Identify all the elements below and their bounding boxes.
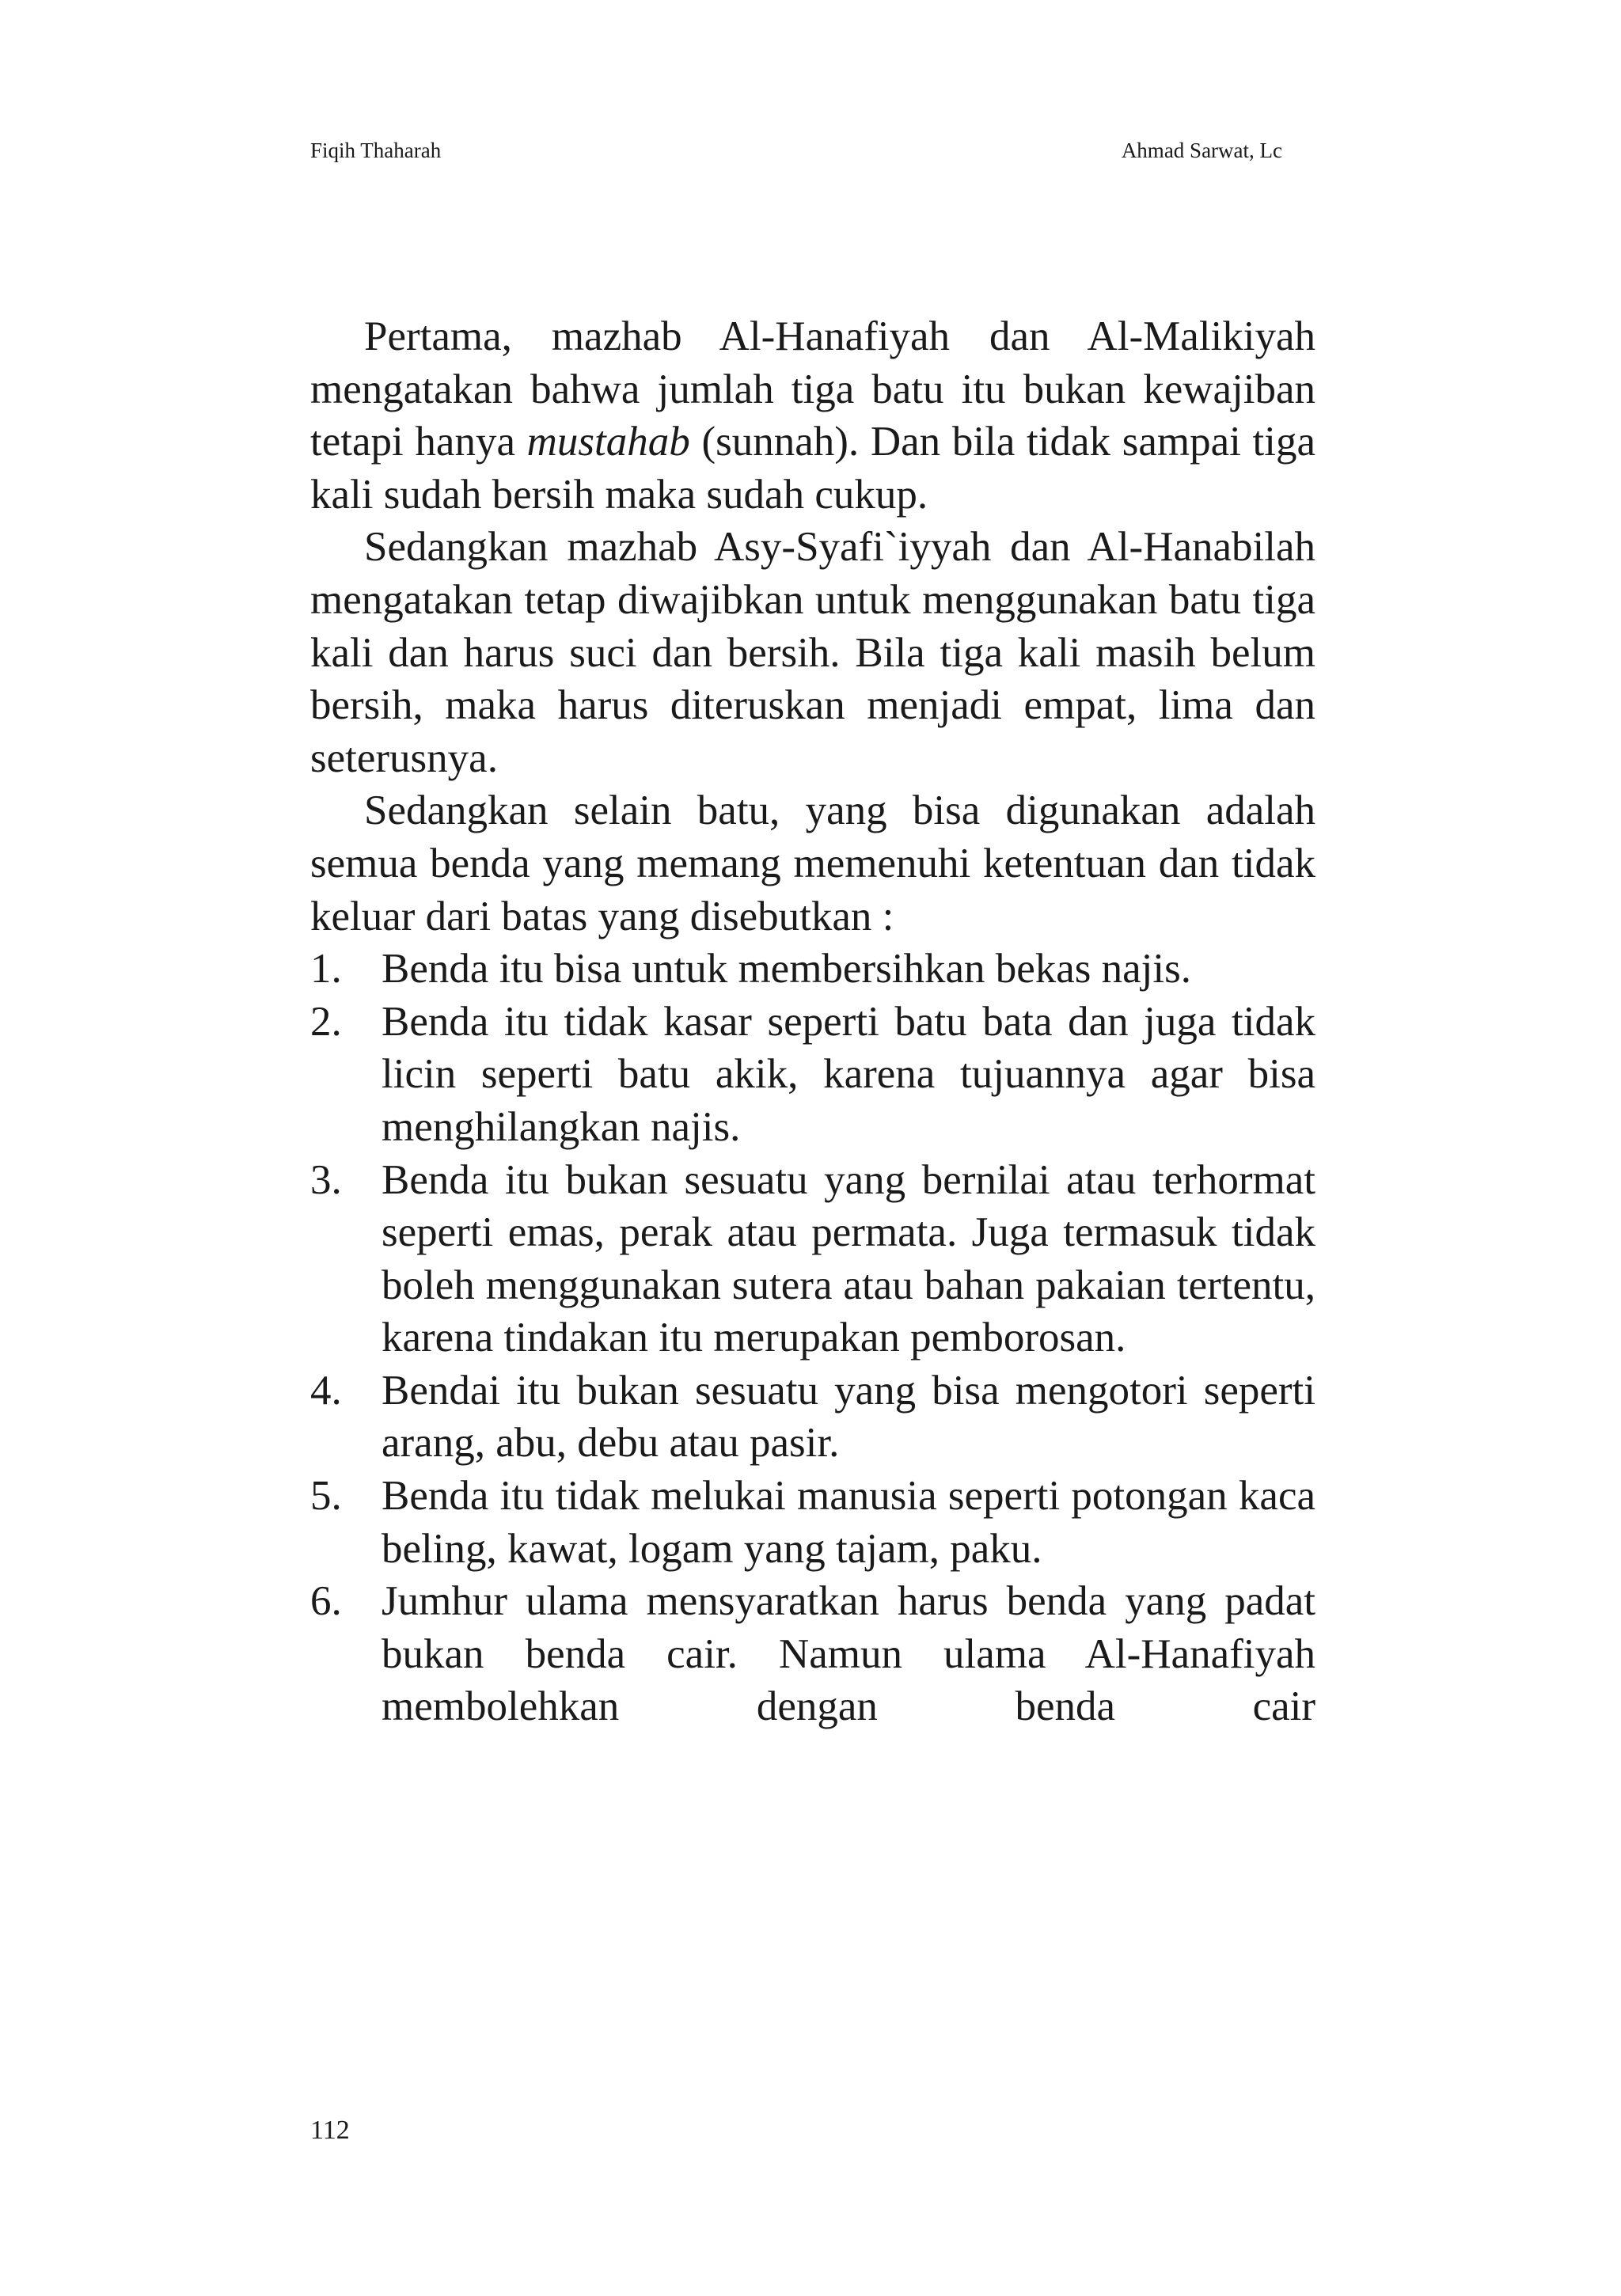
author-name: Ahmad Sarwat, Lc <box>1121 139 1282 162</box>
paragraph-2: Sedangkan mazhab Asy-Syafi`iyyah dan Al-Hanabilah mengatakan tetap diwajibkan untuk menggunakan batu tiga kali dan harus suci dan bersih. Bila tiga kali masih belum bersih, maka harus diteruskan menjadi empat, lima dan seterusnya. <box>310 524 1315 781</box>
list-item-text: Bendai itu bukan sesuatu yang bisa mengotori seperti arang, abu, debu atau pasir. <box>382 1367 1315 1467</box>
list-item-number: 1. <box>310 946 342 992</box>
list-item-text: Benda itu bisa untuk membersihkan bekas najis. <box>382 946 1191 992</box>
page-body <box>310 310 1315 1733</box>
list-item-number: 4. <box>310 1367 342 1414</box>
list-item-text: Benda itu bukan sesuatu yang bernilai atau terhormat seperti emas, perak atau permata. Juga termasuk tidak boleh menggunakan sutera atau bahan pakaian tertentu, karena tindakan itu merupakan pemborosan. <box>382 1156 1315 1361</box>
list-item-text: Benda itu tidak melukai manusia seperti potongan kaca beling, kawat, logam yang tajam, paku. <box>382 1473 1315 1572</box>
list-item-text: Benda itu tidak kasar seperti batu bata dan juga tidak licin seperti batu akik, karena tujuannya agar bisa menghilangkan najis. <box>382 998 1315 1150</box>
list-item <box>310 1364 1315 1470</box>
list-item <box>310 1154 1315 1364</box>
list-item-number: 5. <box>310 1473 342 1520</box>
book-title: Fiqih Thaharah <box>310 139 442 162</box>
list-item-number: 6. <box>310 1578 342 1625</box>
list-item <box>310 1575 1315 1733</box>
list-item <box>310 996 1315 1154</box>
page-number: 112 <box>310 2116 350 2145</box>
list-item <box>310 1470 1315 1575</box>
running-header <box>310 135 1282 166</box>
paragraph-1-text-end: (sunnah). Dan bila tidak sampai tiga kali sudah bersih maka sudah cukup. <box>310 419 1315 518</box>
list-item-number: 2. <box>310 998 342 1045</box>
numbered-list <box>310 943 1315 1733</box>
paragraph-3: Sedangkan selain batu, yang bisa digunakan adalah semua benda yang memang memenuhi ketentuan dan tidak keluar dari batas yang disebutkan : <box>310 787 1315 939</box>
list-item <box>310 943 1315 996</box>
italic-term: mustahab <box>526 419 690 465</box>
paragraph-1 <box>310 310 1315 521</box>
paragraph-1-text-start: Pertama, mazhab Al-Hanafiyah dan Al-Malikiyah mengatakan bahwa jumlah tiga batu itu bukan kewajiban tetapi hanya <box>310 313 1315 465</box>
list-item-text: Jumhur ulama mensyaratkan harus benda yang padat bukan benda cair. Namun ulama Al-Hanafiyah membolehkan dengan benda cair <box>382 1578 1315 1730</box>
list-item-number: 3. <box>310 1156 342 1203</box>
